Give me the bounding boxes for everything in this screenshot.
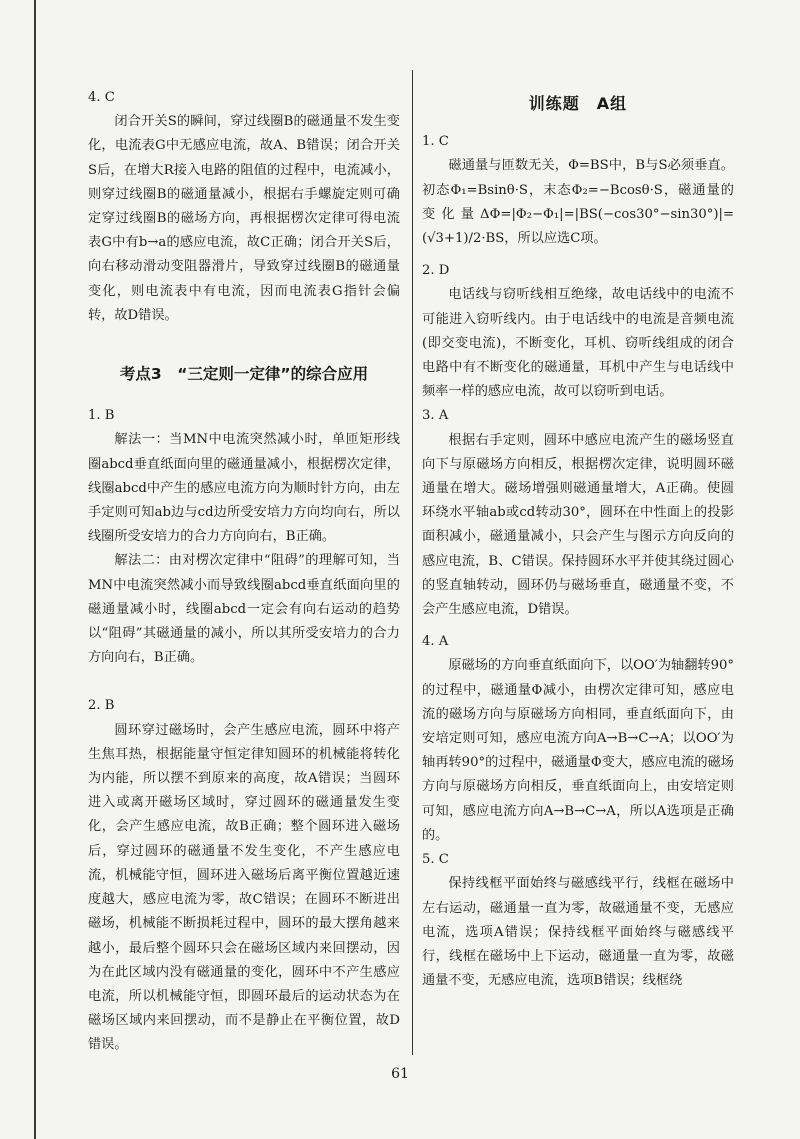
explanation-paragraph: 电话线与窃听线相互绝缘，故电话线中的电流不可能进入窃听线内。由于电话线中的电流是音频电流(即交变电流)，不断变化，耳机、窃听线组成的闭合电路中有不断变化的磁通量，耳机中产生与电话线中频率一样的感应电流，故可以窃听到电话。	[422, 287, 734, 400]
answer-label: 1. C	[422, 134, 449, 150]
group-title: 训练题 A组	[528, 94, 628, 113]
binding-edge-line	[34, 0, 36, 1139]
answer-label: 2. D	[422, 263, 450, 279]
answer-label: 5. C	[422, 852, 449, 868]
explanation-paragraph: 根据右手定则，圆环中感应电流产生的磁场竖直向下与原磁场方向相反，根据楞次定律，说明圆环磁通量在增大。磁场增强则磁通量增大，A正确。使圆环绕水平轴ab或cd转动30°，圆环在中性面上的投影面积减小，磁通量减小，只会产生与图示方向反向的感应电流，B、C错误。保持圆环水平并使其绕过圆心的竖直轴转动，圆环仍与磁场垂直，磁通量不变，不会产生感应电流，D错误。	[422, 432, 734, 618]
left-column	[88, 86, 400, 1058]
explanation-paragraph: 解法一：当MN中电流突然减小时，单匝矩形线圈abcd垂直纸面向里的磁通量减小，根据楞次定律，线圈abcd中产生的感应电流方向为顺时针方向，由左手定则可知ab边与cd边所受安培力方向均向右，所以线圈所受安培力的合力方向向右，B正确。	[88, 432, 400, 545]
explanation-paragraph: 保持线框平面始终与磁感线平行，线框在磁场中左右运动，磁通量一直为零，故磁通量不变，无感应电流，选项A错误；保持线框平面始终与磁感线平行，线框在磁场中上下运动，磁通量一直为零，故磁通量不变，无感应电流，选项B错误；线框绕	[422, 876, 734, 989]
answer-label: 3. A	[422, 408, 449, 424]
section-title: 考点3 “三定则一定律”的综合应用	[119, 365, 369, 384]
answer-label: 4. C	[88, 90, 115, 105]
right-column	[422, 86, 734, 993]
answer-label: 4. A	[422, 634, 449, 650]
answer-label: 1. B	[88, 408, 115, 424]
explanation-paragraph: 闭合开关S的瞬间，穿过线圈B的磁通量不发生变化，电流表G中无感应电流，故A、B错误；闭合开关S后，在增大R接入电路的阻值的过程中，电流减小，则穿过线圈B的磁通量减小，根据右手螺旋定则可确定穿过线圈B的磁场方向，再根据楞次定律可得电流表G中有b→a的感应电流，故C正确；闭合开关S后，向右移动滑动变阻器滑片，导致穿过线圈B的磁通量变化，则电流表中有电流，因而电流表G指针会偏转，故D错误。	[88, 114, 400, 323]
answer-label: 2. B	[88, 698, 115, 714]
page-number: 61	[391, 1066, 409, 1082]
column-divider	[412, 70, 413, 1055]
explanation-paragraph: 圆环穿过磁场时，会产生感应电流，圆环中将产生焦耳热，根据能量守恒定律知圆环的机械能将转化为内能，所以摆不到原来的高度，故A错误；当圆环进入或离开磁场区域时，穿过圆环的磁通量发生变化，会产生感应电流，故B正确；整个圆环进入磁场后，穿过圆环的磁通量不发生变化，不产生感应电流，机械能守恒，圆环进入磁场后离平衡位置越近速度越大，感应电流为零，故C错误；在圆环不断进出磁场，机械能不断损耗过程中，圆环的最大摆角越来越小，最后整个圆环只会在磁场区域内来回摆动，因为在此区域内没有磁通量的变化，圆环中不产生感应电流，所以机械能守恒，即圆环最后的运动状态为在磁场区域内来回摆动，而不是静止在平衡位置，故D错误。	[88, 722, 400, 1053]
explanation-paragraph: 原磁场的方向垂直纸面向下，以OO′为轴翻转90°的过程中，磁通量Φ减小，由楞次定律可知，感应电流的磁场方向与原磁场方向相同，垂直纸面向下，由安培定则可知，感应电流方向A→B→C→A；以OO′为轴再转90°的过程中，磁通量Φ变大，感应电流的磁场方向与原磁场方向相反，垂直纸面向上，由安培定则可知，感应电流方向A→B→C→A，所以A选项是正确的。	[422, 658, 734, 843]
explanation-paragraph: 磁通量与匝数无关，Φ=BS中，B与S必须垂直。初态Φ₁=Bsinθ·S，末态Φ₂=−Bcosθ·S，磁通量的变化量ΔΦ=|Φ₂−Φ₁|=|BS(−cos30°−sin30°)|=(√3+1)/2·BS，所以应选C项。	[422, 158, 734, 247]
explanation-paragraph: 解法二：由对楞次定律中“阻碍”的理解可知，当MN中电流突然减小而导致线圈abcd垂直纸面向里的磁通量减小时，线圈abcd一定会有向右运动的趋势以“阻碍”其磁通量的减小，所以其所受安培力的合力方向向右，B正确。	[88, 553, 400, 666]
